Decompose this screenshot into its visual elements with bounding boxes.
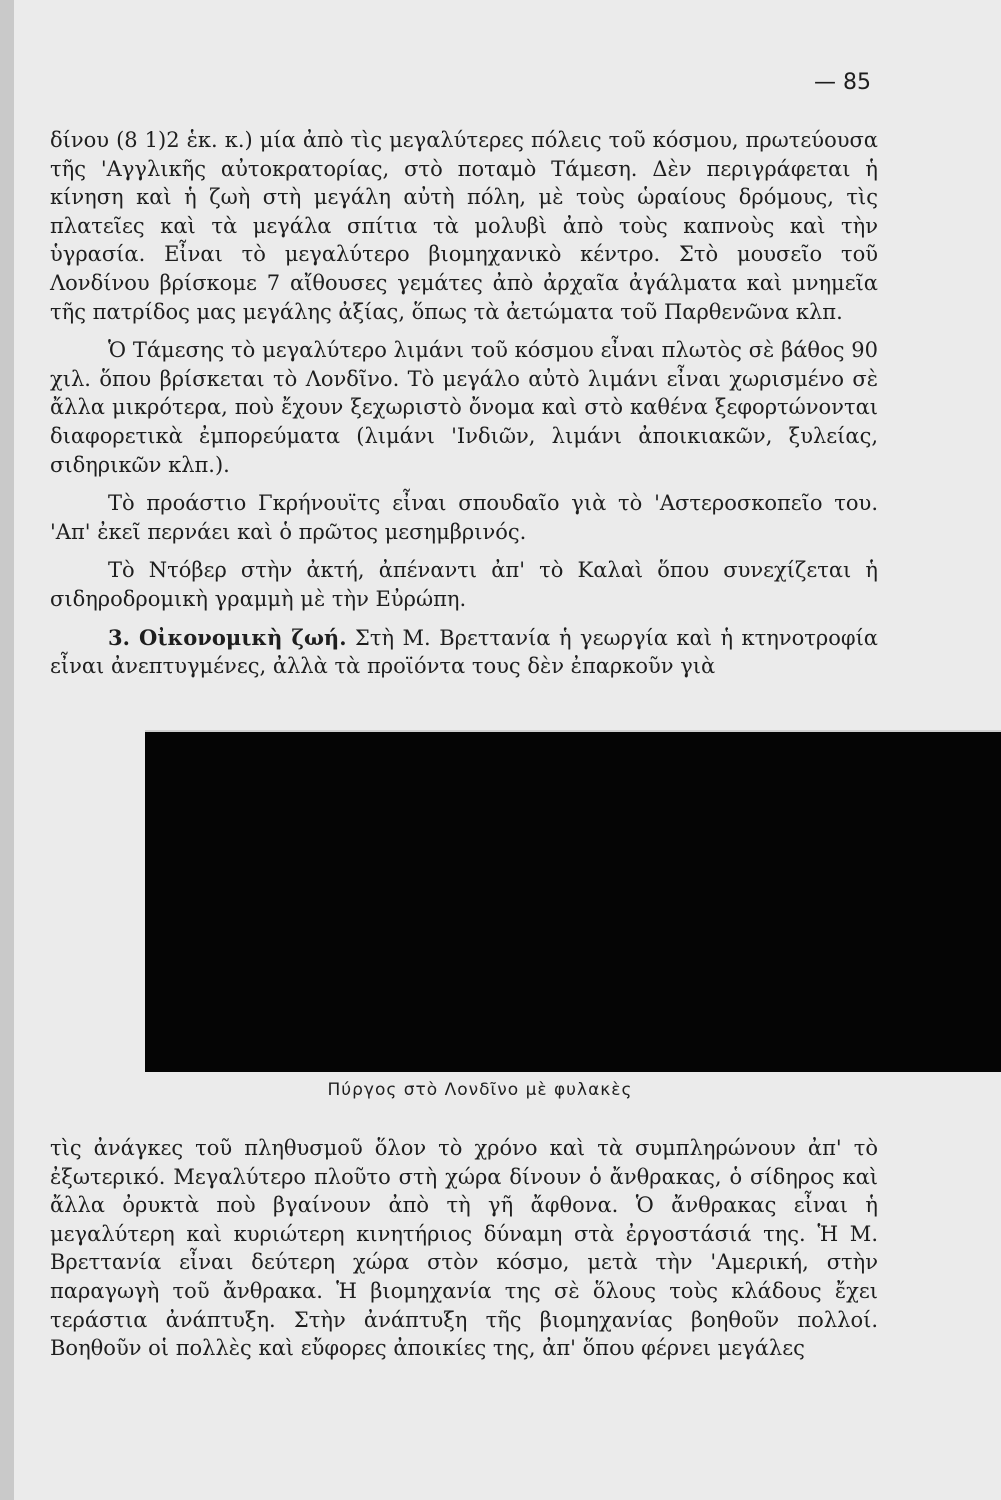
lower-text [50,1134,878,1363]
paragraph-london: δίνου (8 1)2 ἑκ. κ.) μία ἀπὸ τὶς μεγαλύτερες πόλεις τοῦ κόσμου, πρωτεύουσα τῆς 'Αγγλικῆς αὐτοκρατορίας, στὸ ποταμὸ Τάμεση. Δὲν περιγράφεται ἡ κίνηση καὶ ἡ ζωὴ στὴ μεγάλη αὐτὴ πόλη, μὲ τοὺς ὡραίους δρόμους, τὶς πλατεῖες καὶ τὰ μεγάλα σπίτια τὰ μολυβὶ ἀπὸ τοὺς καπνοὺς καὶ τὴν ὑγρασία. Εἶναι τὸ μεγαλύτερο βιομηχανικὸ κέντρο. Στὸ μουσεῖο τοῦ Λονδίνου βρίσκομε 7 αἴθουσες γεμάτες ἀπὸ ἀρχαῖα ἀγάλματα καὶ μνημεῖα τῆς πατρίδος μας μεγάλης ἀξίας, ὅπως τὰ ἀετώματα τοῦ Παρθενῶνα κλπ. [50,128,878,324]
paragraph-economy-continued: τὶς ἀνάγκες τοῦ πληθυσμοῦ ὅλον τὸ χρόνο καὶ τὰ συμπληρώνουν ἀπ' τὸ ἐξωτερικό. Μεγαλύτερο πλοῦτο στὴ χώρα δίνουν ὁ ἄνθρακας, ὁ σίδηρος καὶ ἄλλα ὀρυκτὰ ποὺ βγαίνουν ἀπὸ τὴ γῆ ἄφθονα. Ὁ ἄνθρακας εἶναι ἡ μεγαλύτερη καὶ κυριώτερη κινητήριος δύναμη στὰ ἐργοστάσιά της. Ἡ Μ. Βρεττανία εἶναι δεύτερη χώρα στὸν κόσμο, μετὰ τὴν 'Αμερική, στὴν παραγωγὴ τοῦ ἄνθρακα. Ἡ βιομηχανία της σὲ ὅλους τοὺς κλάδους ἔχει τεράστια ἀνάπτυξη. Στὴν ἀνάπτυξη τῆς βιομηχανίας βοηθοῦν πολλοί. Βοηθοῦν οἱ πολλὲς καὶ εὔφορες ἀποικίες της, ἀπ' ὅπου φέρνει μεγάλες [50,1136,878,1361]
section-heading: 3. Οἰκονομικὴ ζωή. [108,624,347,650]
upper-text [50,126,878,681]
page-edge [0,0,14,1500]
photo-caption: Πύργος στὸ Λονδῖνο μὲ φυλακὲς [327,1080,633,1100]
paragraph-economy [50,624,878,681]
paragraph-dover: Τὸ Ντόβερ στὴν ἀκτή, ἀπέναντι ἀπ' τὸ Καλαὶ ὅπου συνεχίζεται ἡ σιδηροδρομικὴ γραμμὴ μὲ τὴν Εὐρώπη. [50,558,878,611]
photo-tower-of-london [145,730,1001,1072]
section-text: Στὴ Μ. Βρεττανία ἡ γεωργία καὶ ἡ κτηνοτροφία εἶναι ἀνεπτυγμένες, ἀλλὰ τὰ προϊόντα τους δὲν ἐπαρκοῦν γιὰ [50,625,878,679]
page-number: — 85 [814,70,871,95]
paragraph-greenwich: Τὸ προάστιο Γκρήνουϊτς εἶναι σπουδαῖο γιὰ τὸ 'Αστεροσκοπεῖο του. 'Απ' ἐκεῖ περνάει καὶ ὁ πρῶτος μεσημβρινός. [50,491,878,544]
paragraph-thames: Ὁ Τάμεσης τὸ μεγαλύτερο λιμάνι τοῦ κόσμου εἶναι πλωτὸς σὲ βάθος 90 χιλ. ὅπου βρίσκεται τὸ Λονδῖνο. Τὸ μεγάλο αὐτὸ λιμάνι εἶναι χωρισμένο σὲ ἄλλα μικρότερα, ποὺ ἔχουν ξεχωριστὸ ὄνομα καὶ στὸ καθένα ξεφορτώνονται διαφορετικὰ ἐμπορεύματα (λιμάνι 'Ινδιῶν, λιμάνι ἀποικιακῶν, ξυλείας, σιδηρικῶν κλπ.). [50,338,878,477]
